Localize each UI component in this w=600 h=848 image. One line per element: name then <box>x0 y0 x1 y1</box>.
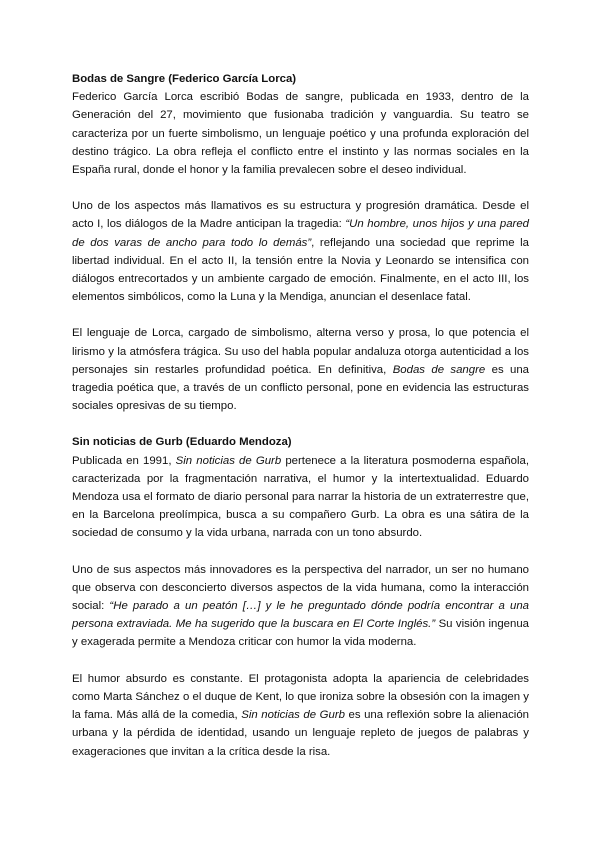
paragraph-bodas-intro: Federico García Lorca escribió Bodas de sangre, publicada en 1933, dentro de la Generación del 27, movimiento que fusionaba tradición y vanguardia. Su teatro se caracteriza por un fuerte simbolismo, un lenguaje poético y una profunda exploración del destino trágico. La obra refleja el conflicto entre el instinto y las normas sociales en la España rural, donde el honor y la familia prevalecen sobre el deseo individual. <box>72 91 529 177</box>
section-heading-sin-noticias-de-gurb: Sin noticias de Gurb (Eduardo Mendoza) <box>72 436 292 449</box>
paragraph-gurb-narrator <box>72 561 529 652</box>
text-run: El lenguaje de Lorca, cargado de simbolismo, alterna verso y prosa, lo que potencia el lirismo y la atmósfera trágica. Su uso del habla popular andaluza otorga autenticidad a los personajes sin restarles profundidad poética. En definitiva, <box>72 327 529 376</box>
section-heading-bodas-de-sangre: Bodas de Sangre (Federico García Lorca) <box>72 73 297 85</box>
paragraph-gurb-intro <box>72 452 529 543</box>
quote-madre: “Un hombre, unos hijos y una pared de dos varas de ancho para todo lo demás” <box>72 218 529 249</box>
paragraph-gurb-humor <box>72 670 529 761</box>
text-run: , reflejando una sociedad que reprime la libertad individual. En el acto II, la tensión entre la Novia y Leonardo se intensifica con diálogos entrecortados y un ambiente cargado de emoción. Finalmente, en el acto III, los elementos simbólicos, como la Luna y la Mendiga, anuncian el desenlace fatal. <box>72 236 529 304</box>
quote-peaton: “He parado a un peatón […] y le he preguntado dónde podría encontrar a una persona extraviada. Me ha sugerido que la buscara en El Corte Inglés.” <box>72 600 529 631</box>
work-title: Sin noticias de Gurb <box>175 454 282 467</box>
text-run: Uno de los aspectos más llamativos es su estructura y progresión dramática. Desde el acto I, los diálogos de la Madre anticipan la tragedia: <box>72 200 529 231</box>
work-title: Bodas de sangre <box>392 363 486 376</box>
text-run: El humor absurdo es constante. El protagonista adopta la apariencia de celebridades como Marta Sánchez o el duque de Kent, lo que ironiza sobre la obsesión con la imagen y la fama. Más allá de la comedia, <box>72 672 529 722</box>
work-title: Sin noticias de Gurb <box>241 709 345 722</box>
text-run: es una tragedia poética que, a través de un conflicto personal, pone en evidencia las estructuras sociales opresivas de su tiempo. <box>72 363 530 413</box>
text-run: Uno de sus aspectos más innovadores es la perspectiva del narrador, un ser no humano que observa con desconcierto diversos aspectos de la vida humana, como la interacción social: <box>72 563 529 613</box>
text-run: pertenece a la literatura posmoderna española, caracterizada por la fragmentación narrativa, el humor y la intertextualidad. Eduardo Mendoza usa el formato de diario personal para narrar la historia de un extraterrestre que, en la Barcelona preolímpica, busca a su compañero Gurb. La obra es una sátira de la sociedad de consumo y la vida urbana, narrada con un tono absurdo. <box>72 454 529 540</box>
paragraph-bodas-structure <box>72 197 529 306</box>
text-run: es una reflexión sobre la alienación urbana y la pérdida de identidad, usando un lenguaje repleto de juegos de palabras y exageraciones que invitan a la crítica desde la risa. <box>72 709 530 758</box>
text-run: Su visión ingenua y exagerada permite a Mendoza criticar con humor la vida moderna. <box>72 618 530 649</box>
paragraph-bodas-language <box>72 324 529 415</box>
text-run: Publicada en 1991, <box>72 454 176 467</box>
